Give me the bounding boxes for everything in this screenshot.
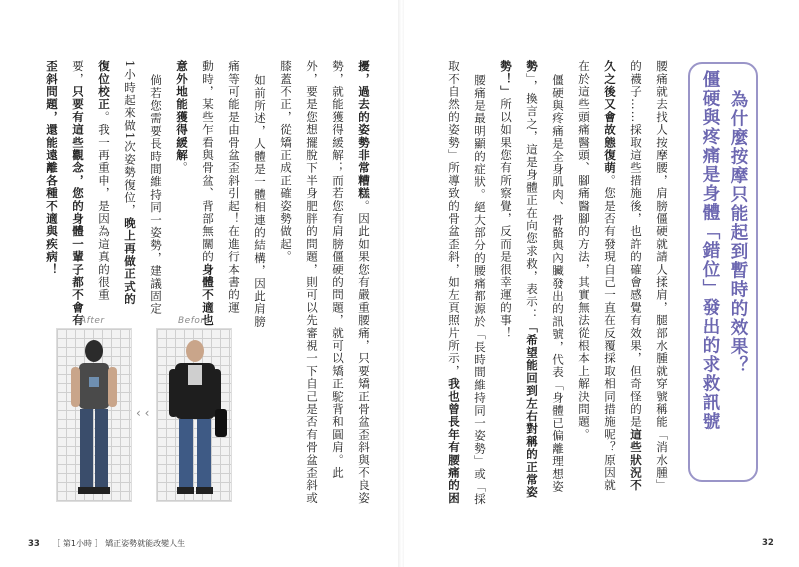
photo-after [56, 328, 132, 502]
right-page-number: 32 [762, 538, 774, 548]
left-col-13: 歪斜問題，還能遠離各種不適與疾病！ [45, 60, 59, 276]
right-col-7: 勢！」所以如果您有所察覺，反而是很幸運的事！ [499, 60, 513, 340]
photo-before [156, 328, 232, 502]
person-before-figure [157, 329, 231, 501]
left-col-10: 1小時起來做1次姿勢復位，晚上再做正式的 [123, 60, 137, 306]
right-col-3: 久之後又會故態復萌。您是否有發現自己一直在反覆採取相同措施呢？原因就 [603, 60, 617, 492]
left-col-9: 倘若您需要長時間維持同一姿勢，建議固定 [149, 74, 163, 316]
left-page-number: 33 [28, 539, 40, 549]
person-after-figure [57, 329, 131, 501]
left-col-11: 復位校正。我一再重申，是因為這真的很重 [97, 60, 111, 302]
left-col-6: 痛等可能是由骨盆歪斜引起！在進行本書的運 [227, 60, 241, 314]
right-col-8: 腰痛是最明顯的症狀。絕大部分的腰痛都源於「長時間維持同一姿勢」或「採 [473, 74, 487, 506]
right-col-6: 勢」，換言之，這是身體正在向您求救，表示：「希望能回到左右對稱的正常姿 [525, 60, 539, 499]
right-col-1: 腰痛就去找人按摩腰，肩膀僵硬就請人揉肩，腿部水腫就穿號稱能「消水腫」 [655, 60, 669, 492]
left-col-12: 要，只要有這些觀念，您的身體一輩子都不會有 [71, 60, 85, 327]
title-line-1: 為什麼按摩只能起到暫時的效果？ [728, 90, 748, 375]
photo-after-label: After [80, 316, 105, 326]
photo-before-label: Before [178, 316, 211, 326]
left-col-2: 勢，就能獲得緩解；而若您有肩膀僵硬的問題，就可以矯正駝背和圓肩。此 [331, 60, 345, 480]
right-col-5: 僵硬與疼痛是全身肌肉、骨骼與內臟發出的訊號，代表「身體已偏離理想姿 [551, 74, 565, 494]
left-col-1: 擾，過去的姿勢非常糟糕。因此如果您有嚴重腰痛，只要矯正骨盆歪斜與不良姿 [357, 60, 371, 505]
right-col-4: 在於這些頭痛醫頭、腳痛醫腳的方法，其實無法從根本上解決問題。 [577, 60, 591, 441]
left-col-4: 膝蓋不正，從矯正成正確姿勢做起。 [279, 60, 293, 264]
left-footer [28, 538, 185, 549]
left-col-7: 動時，某些乍看與骨盆、背部無關的身體不適也 [201, 60, 215, 327]
footer-text: 矯正姿勢就能改變人生 [105, 539, 186, 548]
left-col-3: 外，要是您想擺脫下半身肥胖的問題，則可以先審視一下自己是否有骨盆歪斜或 [305, 60, 319, 505]
page-gutter [398, 0, 404, 567]
compare-arrows: ‹ ‹ [136, 406, 150, 420]
left-col-5: 如前所述，人體是一體相連的結構，因此肩膀 [253, 74, 267, 328]
title-line-2: 僵硬與疼痛是身體「錯位」發出的求救訊號 [700, 70, 720, 431]
left-col-8: 意外地能獲得緩解。 [175, 60, 189, 175]
footer-chapter: ［ 第1小時 ］ [52, 539, 103, 548]
right-col-2: 的襪子……採取這些措施後，也許的確會感覺有效果，但奇怪的是這些狀況不 [629, 60, 643, 492]
right-col-9: 取不自然的姿勢」所導致的骨盆歪斜，如左頁照片所示，我也曾長年有腰痛的困 [447, 60, 461, 505]
